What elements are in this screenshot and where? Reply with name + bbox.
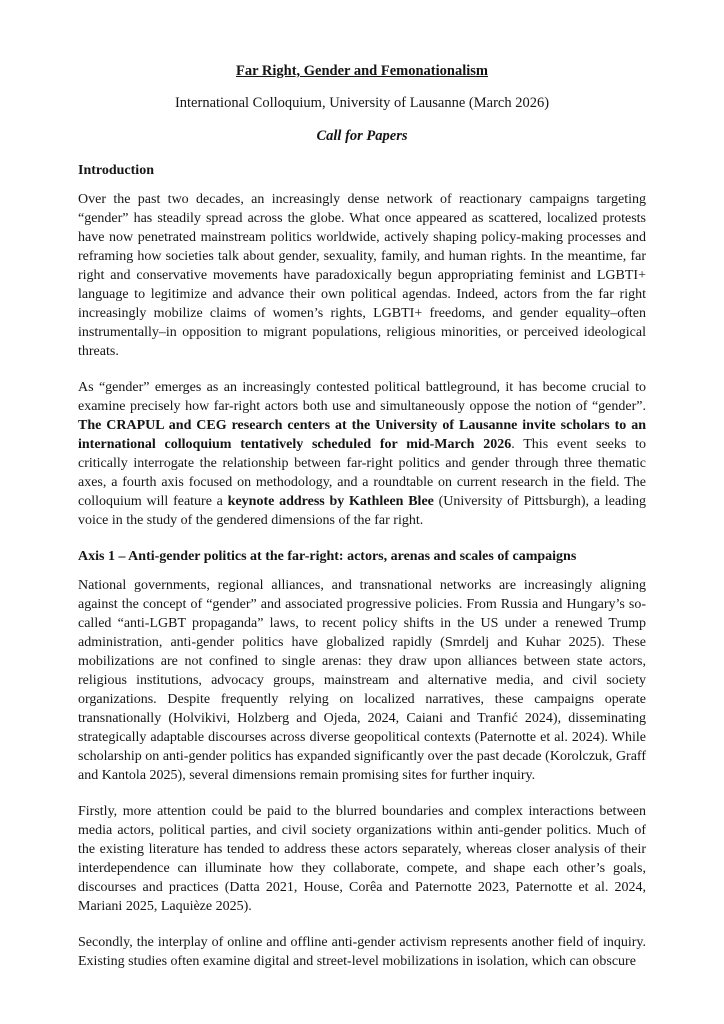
- paragraph-axis1-1-run-0: National governments, regional alliances, and transnational networks are increasingly aligning against the concept of “gender” and associated progressive policies. From Russia and Hungary’s so-called “anti-LGBT propaganda” laws, to recent policy shifts in the US under a renewed Trump administration, anti-gender politics have globalized rapidly (Smrdelj and Kuhar 2025). These mobilizations are not confined to single arenas: they draw upon alliances between state actors, religious institutions, advocacy groups, mainstream and alternative media, and civil society organizations. Despite frequently relying on localized narratives, these campaigns operate transnationally (Holvikivi, Holzberg and Ojeda, 2024, Caiani and Tranfić 2024), disseminating strategically adaptable discourses across diverse geopolitical contexts (Paternotte et al. 2024). While scholarship on anti-gender politics has expanded significantly over the past decade (Korolczuk, Graff and Kantola 2025), several dimensions remain promising sites for further inquiry.: [78, 578, 646, 783]
- doc-subtitle-run-0: International Colloquium, University of Lausanne (March 2026): [174, 95, 550, 111]
- paragraph-intro-2-run-4: (University of Pittsburgh), a leading voice in the study of the gendered dimensions of the far right.: [78, 494, 646, 528]
- paragraph-intro-2-run-2: . This event seeks to critically interrogate the relationship between far-right politics and gender through three thematic axes, a fourth axis focused on methodology, and a roundtable on current research in the field. The colloquium will feature a: [78, 437, 646, 509]
- doc-subtitle: [78, 94, 646, 113]
- section-heading-introduction: [78, 161, 646, 180]
- paragraph-intro-2: [78, 378, 646, 530]
- paragraph-axis1-2-run-0: Firstly, more attention could be paid to the blurred boundaries and complex interactions between media actors, political parties, and civil society organizations within anti-gender politics. Much of the existing literature has tended to address these actors separately, whereas closer analysis of their interdependence can illuminate how they collaborate, compete, and shape each other’s goals, discourses and practices (Datta 2021, House, Corêa and Paternotte 2023, Paternotte et al. 2024, Mariani 2025, Laquièze 2025).: [78, 804, 646, 914]
- paragraph-intro-2-run-1: The CRAPUL and CEG research centers at the University of Lausanne invite scholars to an international colloquium tentatively scheduled for mid-March 2026: [78, 418, 646, 452]
- call-for-papers-line: [78, 127, 646, 146]
- paragraph-axis1-3-run-0: Secondly, the interplay of online and offline anti-gender activism represents another field of inquiry. Existing studies often examine digital and street-level mobilizations in isolation, which can obscure: [78, 935, 646, 969]
- paragraph-intro-2-run-0: As “gender” emerges as an increasingly contested political battleground, it has become crucial to examine precisely how far-right actors both use and simultaneously oppose the notion of “gender”.: [78, 380, 646, 414]
- paragraph-intro-2-run-3: keynote address by Kathleen Blee: [227, 494, 434, 509]
- section-heading-axis-1-run-0: Axis 1 – Anti-gender politics at the far-right: actors, arenas and scales of campaigns: [78, 549, 577, 564]
- paragraph-axis1-1: [78, 576, 646, 785]
- call-for-papers-line-run-0: Call for Papers: [316, 128, 408, 144]
- doc-title-run-0: Far Right, Gender and Femonationalism: [235, 63, 488, 79]
- paragraph-axis1-2: [78, 802, 646, 916]
- paragraph-intro-1: [78, 190, 646, 361]
- paragraph-intro-1-run-0: Over the past two decades, an increasingly dense network of reactionary campaigns targeting “gender” has steadily spread across the globe. What once appeared as scattered, localized protests have now penetrated mainstream politics worldwide, actively shaping policy-making processes and reframing how societies talk about gender, sexuality, family, and human rights. In the meantime, far right and conservative movements have paradoxically begun appropriating feminist and LGBTI+ language to legitimize and advance their own political agendas. Indeed, actors from the far right increasingly mobilize claims of women’s rights, LGBTI+ freedoms, and gender equality–often instrumentally–in opposition to migrant populations, religious minorities, or perceived ideological threats.: [78, 192, 646, 359]
- paragraph-axis1-3: [78, 933, 646, 971]
- section-heading-introduction-run-0: Introduction: [78, 163, 154, 178]
- doc-title: [78, 62, 646, 81]
- section-heading-axis-1: [78, 547, 646, 566]
